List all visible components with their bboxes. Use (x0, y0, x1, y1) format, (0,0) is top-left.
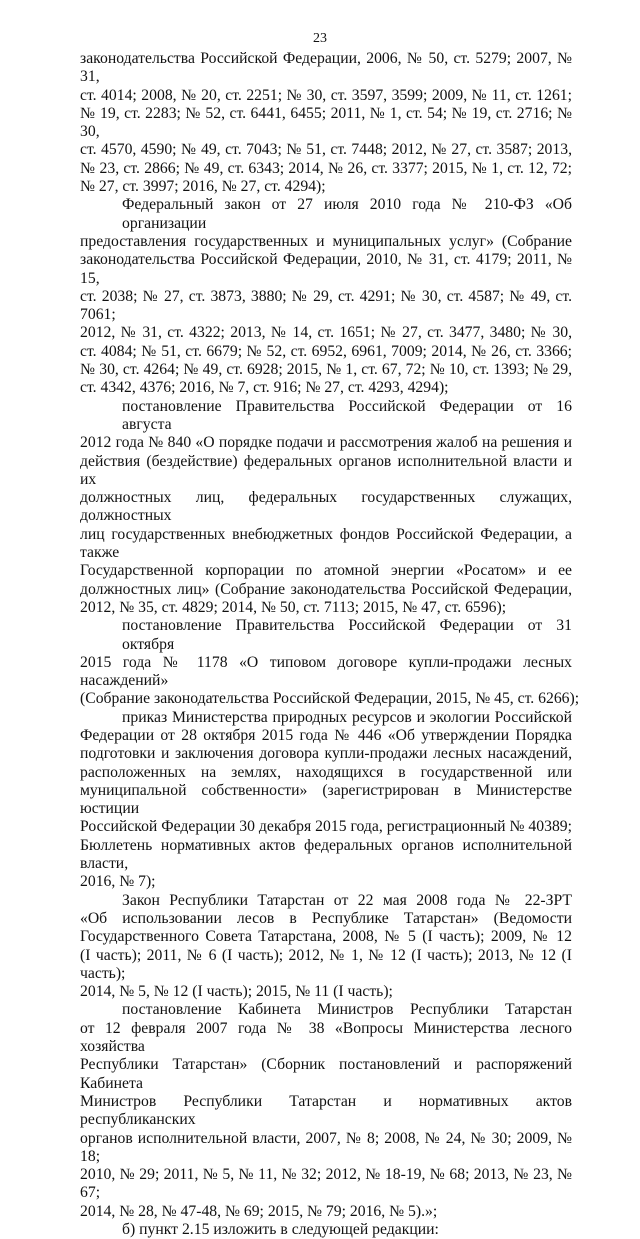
text-line: приказ Министерства природных ресурсов и экологии Российской (122, 708, 572, 726)
text-line: Бюллетень нормативных актов федеральных органов исполнительной власти, (80, 836, 572, 873)
text-line: 2012 года № 840 «О порядке подачи и рассмотрения жалоб на решения и (80, 434, 572, 452)
text-line: Государственного Совета Татарстана, 2008, № 5 (I часть); 2009, № 12 (80, 928, 572, 946)
text-line: ст. 4014; 2008, № 20, ст. 2251; № 30, ст. 3597, 3599; 2009, № 11, ст. 1261; (80, 86, 572, 104)
text-line: 2012, № 35, ст. 4829; 2014, № 50, ст. 7113; 2015, № 47, ст. 6596); (80, 598, 507, 616)
text-line: должностных лиц, федеральных государственных служащих, должностных (80, 489, 572, 525)
text-line: Государственной корпорации по атомной энергии «Росатом» и ее (80, 562, 572, 580)
text-line: подготовки и заключения договора купли-продажи лесных насаждений, (80, 745, 572, 763)
text-line: законодательства Российской Федерации, 2006, № 50, ст. 5279; 2007, № 31, (80, 50, 572, 86)
text-line: № 27, ст. 3997; 2016, № 27, ст. 4294); (80, 178, 326, 196)
text-line: № 30, ст. 4264; № 49, ст. 6928; 2015, № 1, ст. 67, 72; № 10, ст. 1393; № 29, (80, 361, 572, 379)
text-line: «Об использовании лесов в Республике Татарстан» (Ведомости (80, 909, 572, 927)
page-number: 23 (313, 31, 327, 46)
document-body (80, 50, 580, 1239)
text-line: муниципальной собственности» (зарегистрирован в Министерстве юстиции (80, 781, 572, 818)
paragraph (80, 1221, 572, 1239)
text-line: Российской Федерации 30 декабря 2015 года, регистрационный № 40389; (80, 818, 572, 836)
text-line: постановление Кабинета Министров Республики Татарстан (122, 1001, 572, 1019)
text-line: Министров Республики Татарстан и нормативных актов республиканских (80, 1092, 572, 1129)
text-line: ст. 4342, 4376; 2016, № 7, ст. 916; № 27, ст. 4293, 4294); (80, 379, 449, 397)
text-line: действия (бездействие) федеральных органов исполнительной власти и их (80, 452, 572, 488)
text-line: Республики Татарстан» (Сборник постановлений и распоряжений Кабинета (80, 1056, 572, 1092)
text-line: 2012, № 31, ст. 4322; 2013, № 14, ст. 1651; № 27, ст. 3477, 3480; № 30, (80, 324, 572, 342)
text-line: (I часть); 2011, № 6 (I часть); 2012, № 1, № 12 (I часть); 2013, № 12 (I часть); (80, 946, 572, 982)
text-line: постановление Правительства Российской Федерации от 16 августа (122, 397, 572, 433)
text-line: органов исполнительной власти, 2007, № 8; 2008, № 24, № 30; 2009, № 18; (80, 1129, 572, 1165)
paragraph (80, 709, 572, 892)
text-line: Федеральный закон от 27 июля 2010 года № 210-ФЗ «Об организации (122, 196, 572, 232)
text-line: 2014, № 28, № 47-48, № 69; 2015, № 79; 2016, № 5).»; (80, 1202, 438, 1220)
text-line: предоставления государственных и муниципальных услуг» (Собрание (80, 232, 572, 250)
text-line: расположенных на землях, находящихся в государственной или (80, 763, 572, 781)
text-line: постановление Правительства Российской Федерации от 31 октября (122, 617, 572, 653)
text-line: 2010, № 29; 2011, № 5, № 11, № 32; 2012, № 18-19, № 68; 2013, № 23, № 67; (80, 1166, 572, 1202)
text-line: № 19, ст. 2283; № 52, ст. 6441, 6455; 2011, № 1, ст. 54; № 19, ст. 2716; № 30, (80, 104, 572, 141)
text-line: ст. 4570, 4590; № 49, ст. 7043; № 51, ст. 7448; 2012, № 27, ст. 3587; 2013, (80, 141, 572, 159)
paragraph (80, 196, 572, 397)
text-line: лиц государственных внебюджетных фондов Российской Федерации, а также (80, 525, 572, 562)
text-line: ст. 4084; № 51, ст. 6679; № 52, ст. 6952, 6961, 7009; 2014, № 26, ст. 3366; (80, 342, 572, 360)
paragraph (80, 617, 580, 708)
text-line: должностных лиц» (Собрание законодательства Российской Федерации, (80, 580, 572, 598)
text-line: Федерации от 28 октября 2015 года № 446 «Об утверждении Порядка (80, 726, 572, 744)
text-line: б) пункт 2.15 изложить в следующей редакции: (122, 1221, 439, 1238)
text-line: от 12 февраля 2007 года № 38 «Вопросы Министерства лесного хозяйства (80, 1019, 572, 1056)
paragraph (80, 892, 572, 1002)
paragraph (80, 1001, 572, 1221)
text-line: (Собрание законодательства Российской Федерации, 2015, № 45, ст. 6266); (80, 690, 580, 708)
paragraph (80, 398, 572, 618)
text-line: 2015 года № 1178 «О типовом договоре купли-продажи лесных насаждений» (80, 653, 572, 690)
text-line: 2016, № 7); (80, 873, 156, 891)
text-line: № 23, ст. 2866; № 49, ст. 6343; 2014, № 26, ст. 3377; 2015, № 1, ст. 12, 72; (80, 159, 572, 177)
text-line: ст. 2038; № 27, ст. 3873, 3880; № 29, ст. 4291; № 30, ст. 4587; № 49, ст. 7061; (80, 287, 572, 324)
text-line: 2014, № 5, № 12 (I часть); 2015, № 11 (I часть); (80, 983, 393, 1001)
paragraph (80, 50, 572, 196)
text-line: Закон Республики Татарстан от 22 мая 2008 года № 22-ЗРТ (122, 891, 572, 909)
text-line: законодательства Российской Федерации, 2010, № 31, ст. 4179; 2011, № 15, (80, 251, 572, 287)
